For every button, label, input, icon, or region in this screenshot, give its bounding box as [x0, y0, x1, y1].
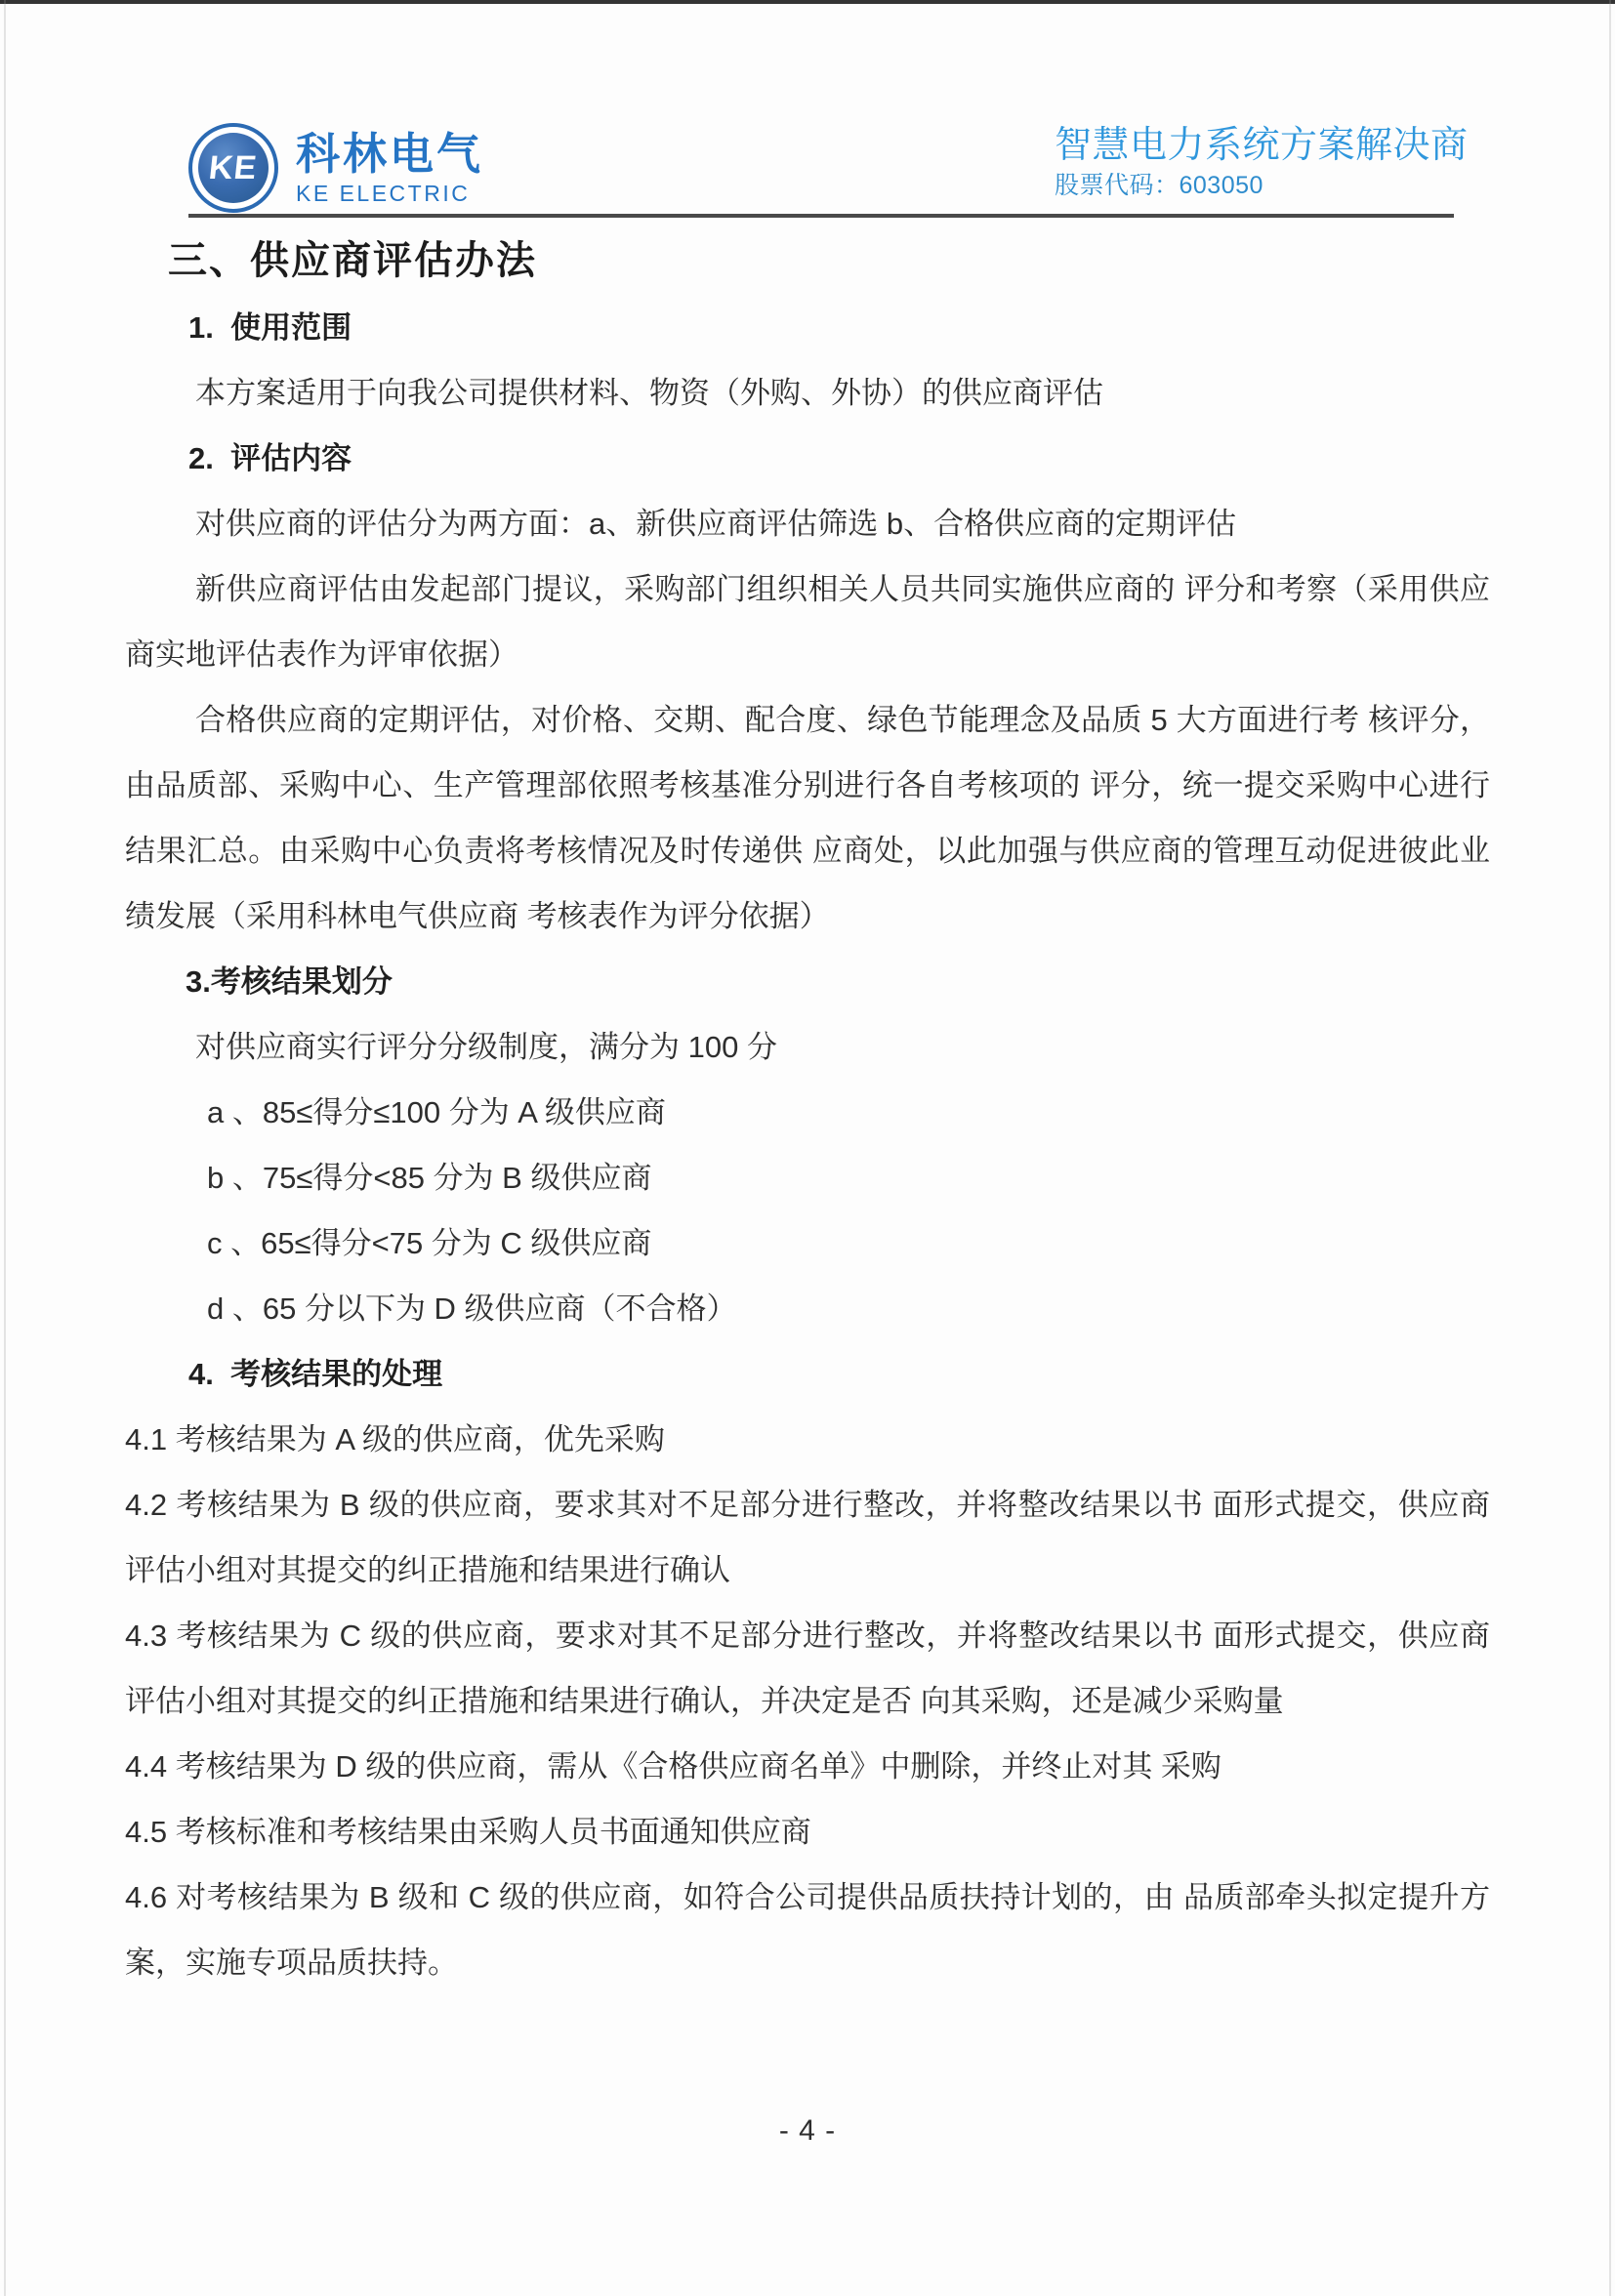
section-2-paragraph-2: 新供应商评估由发起部门提议，采购部门组织相关人员共同实施供应商的 评分和考察（采用供应商实地评估表作为评审依据）	[125, 572, 1490, 672]
grade-item-d: d 、65 分以下为 D 级供应商（不合格）	[207, 1292, 737, 1326]
section-4-heading: 4. 考核结果的处理	[188, 1357, 443, 1391]
section-2-paragraph-1: 对供应商的评估分为两方面：a、新供应商评估筛选 b、合格供应商的定期评估	[195, 507, 1237, 541]
page-number: - 4 -	[778, 2114, 837, 2147]
document-body	[125, 226, 1490, 1995]
stock-code: 股票代码：603050	[1055, 172, 1263, 199]
scan-edge-right	[1609, 0, 1611, 2296]
ke-logo-letters: KE	[207, 148, 260, 186]
company-logo	[188, 123, 483, 213]
grade-item-c: c 、65≤得分<75 分为 C 级供应商	[207, 1226, 652, 1260]
rule-4-6: 4.6 对考核结果为 B 级和 C 级的供应商，如符合公司提供品质扶持计划的，由 品质部牵头拟定提升方案，实施专项品质扶持。	[125, 1880, 1490, 1980]
company-name-en: KE ELECTRIC	[296, 181, 471, 206]
section-2-heading: 2. 评估内容	[188, 441, 352, 475]
company-slogan: 智慧电力系统方案解决商	[1055, 125, 1469, 166]
rule-4-3: 4.3 考核结果为 C 级的供应商，要求对其不足部分进行整改，并将整改结果以书 面形式提交，供应商评估小组对其提交的纠正措施和结果进行确认，并决定是否 向其采购，还是减少采购量	[125, 1619, 1490, 1718]
company-name-block	[296, 129, 483, 207]
section-3-heading: 3.考核结果划分	[186, 964, 393, 999]
grade-item-b: b 、75≤得分<85 分为 B 级供应商	[207, 1161, 652, 1195]
section-1-heading: 1. 使用范围	[188, 310, 352, 345]
ke-logo-disc	[198, 133, 269, 203]
company-name-cn: 科林电气	[296, 129, 484, 179]
section-2-paragraph-3: 合格供应商的定期评估，对价格、交期、配合度、绿色节能理念及品质 5 大方面进行考 核评分，由品质部、采购中心、生产管理部依照考核基准分别进行各自考核项的 评分，统一提交采购中心进行结果汇总。由采购中心负责将考核情况及时传递供 应商处，以此加强与供应商的管理互动促进彼此业绩发展（采用科林电气供应商 考核表作为评分依据）	[125, 703, 1490, 933]
rule-4-2: 4.2 考核结果为 B 级的供应商，要求其对不足部分进行整改，并将整改结果以书 面形式提交，供应商评估小组对其提交的纠正措施和结果进行确认	[125, 1488, 1490, 1587]
section-1-paragraph: 本方案适用于向我公司提供材料、物资（外购、外协）的供应商评估	[195, 376, 1103, 410]
header-right-block	[1055, 123, 1469, 203]
section-3-intro: 对供应商实行评分分级制度，满分为 100 分	[195, 1030, 777, 1064]
rule-4-1: 4.1 考核结果为 A 级的供应商，优先采购	[125, 1422, 665, 1456]
grade-item-a: a 、85≤得分≤100 分为 A 级供应商	[207, 1095, 666, 1129]
scan-edge-top	[0, 0, 1615, 4]
rule-4-5: 4.5 考核标准和考核结果由采购人员书面通知供应商	[125, 1815, 811, 1849]
scan-edge-left	[4, 0, 6, 2296]
ke-logo-icon	[188, 123, 278, 213]
header-divider	[188, 214, 1454, 218]
doc-title: 三、供应商评估办法	[168, 239, 537, 282]
rule-4-4: 4.4 考核结果为 D 级的供应商，需从《合格供应商名单》中删除，并终止对其 采购	[125, 1749, 1222, 1784]
